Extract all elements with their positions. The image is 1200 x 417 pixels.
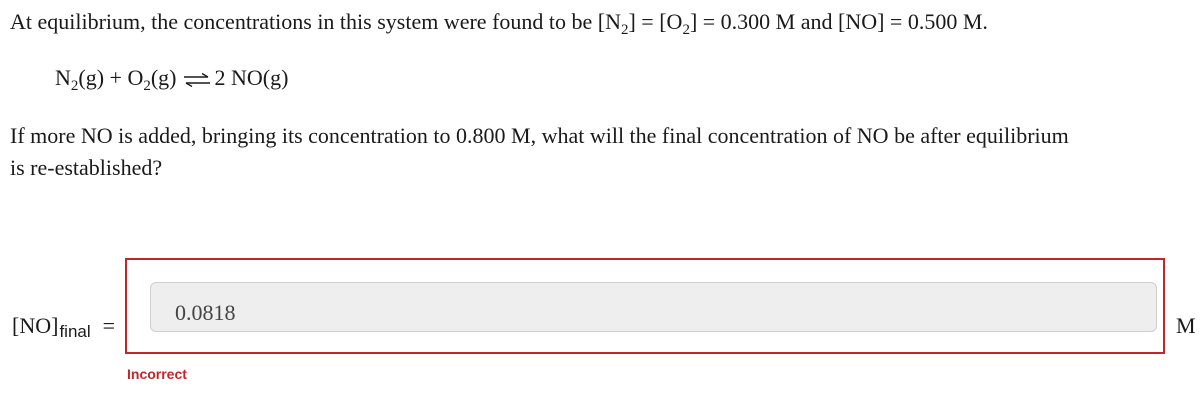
- reaction-equation: [55, 64, 288, 94]
- equation-product: 2 NO(g): [214, 65, 289, 90]
- intro-mid1: ] = [O: [628, 9, 683, 34]
- feedback-incorrect: Incorrect: [127, 366, 187, 382]
- intro-mid2: ] = 0.300 M and [NO] = 0.500 M.: [689, 9, 988, 34]
- answer-label-main: [NO]: [12, 313, 59, 338]
- equation-o2-sub: 2: [143, 78, 151, 94]
- equals-sign: =: [102, 313, 116, 338]
- answer-input[interactable]: [150, 282, 1157, 332]
- equation-n2-sub: 2: [70, 78, 79, 94]
- answer-frame-incorrect: [125, 258, 1165, 354]
- equation-o2-state: (g): [150, 65, 177, 90]
- intro-prefix: At equilibrium, the concentrations in this system were found to be [N: [10, 9, 621, 34]
- unit-label: M: [1176, 313, 1196, 338]
- equation-n2: N: [55, 65, 71, 90]
- question-line-1: If more NO is added, bringing its concentration to 0.800 M, what will the final concentration of NO be after equilibrium: [10, 123, 1069, 148]
- equation-n2-state: (g) + O: [78, 65, 144, 90]
- equilibrium-arrows-icon: [183, 66, 211, 94]
- problem-intro: [10, 8, 988, 36]
- intro-sub-n2: 2: [620, 22, 629, 38]
- answer-label: [12, 312, 115, 346]
- answer-label-subscript: final: [59, 322, 91, 341]
- question-line-2: is re-established?: [10, 155, 163, 180]
- intro-sub-o2: 2: [682, 22, 690, 38]
